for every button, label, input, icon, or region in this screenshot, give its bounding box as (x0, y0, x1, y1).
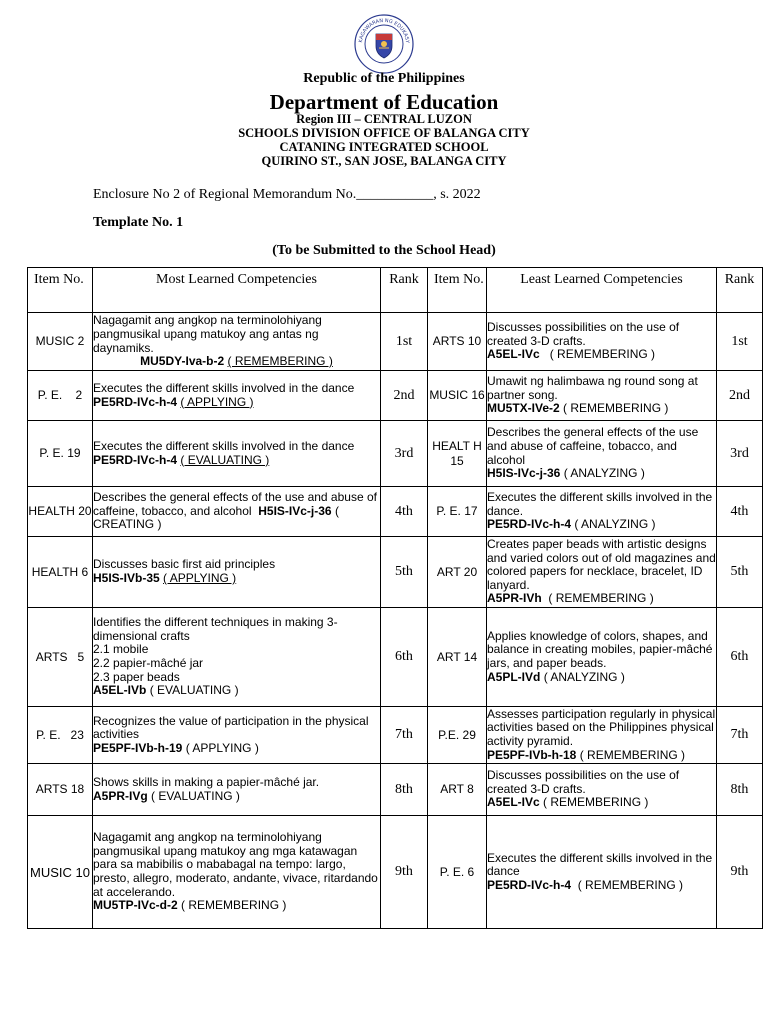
most-item-no: MUSIC 2 (28, 313, 93, 371)
least-item-no: ART 8 (428, 764, 487, 816)
most-competency: Executes the different skills involved in the dance PE5RD-IVc-h-4 ( APPLYING ) (93, 371, 381, 421)
division-line: SCHOOLS DIVISION OFFICE OF BALANGA CITY (238, 126, 530, 140)
most-item-no: P. E. 19 (28, 421, 93, 487)
least-competency: Applies knowledge of colors, shapes, and balance in creating mobiles, papier-mâché jars, and paper beads. A5PL-IVd ( ANALYZING ) (487, 608, 717, 707)
most-item-no: P. E. 2 (28, 371, 93, 421)
table-row (28, 816, 763, 929)
least-item-no: P. E. 17 (428, 487, 487, 537)
technique-list-item: 2.2 papier-mâché jar (93, 656, 204, 670)
svg-text:KAGAWARAN NG EDUKASYON: KAGAWARAN NG EDUKASY (358, 17, 410, 44)
address-line: QUIRINO ST., SAN JOSE, BALANGA CITY (261, 154, 507, 168)
most-competency: Discusses basic first aid principles H5IS-IVb-35 ( APPLYING ) (93, 537, 381, 608)
most-rank: 2nd (381, 371, 428, 421)
table-row (28, 764, 763, 816)
most-item-no: ARTS 5 (28, 608, 93, 707)
most-item-no: HEALTH 6 (28, 537, 93, 608)
most-competency: Nagagamit ang angkop na terminolohiyang pangmusikal upang matukoy ang antas ng daynamiks. MU5DY-Iva-b-2 ( REMEMBERING ) (93, 313, 381, 371)
header-item-no-left: Item No. (28, 268, 93, 313)
most-competency: Identifies the different techniques in making 3-dimensional crafts 2.1 mobile 2.2 papier-mâché jar 2.3 paper beads A5EL-IVb ( EVALUATING ) (93, 608, 381, 707)
header-rank-left: Rank (381, 268, 428, 313)
header-least-learned: Least Learned Competencies (487, 268, 717, 313)
table-row (28, 421, 763, 487)
republic-line: Republic of the Philippines (303, 71, 465, 86)
most-competency: Executes the different skills involved in the dance PE5RD-IVc-h-4 ( EVALUATING ) (93, 421, 381, 487)
least-rank: 1st (717, 313, 763, 371)
most-rank: 1st (381, 313, 428, 371)
least-rank: 3rd (717, 421, 763, 487)
deped-seal-logo (354, 14, 414, 74)
least-item-no: P. E. 6 (428, 816, 487, 929)
template-number: Template No. 1 (93, 215, 184, 230)
least-competency: Discusses possibilities on the use of created 3-D crafts. A5EL-IVc ( REMEMBERING ) (487, 764, 717, 816)
most-rank: 4th (381, 487, 428, 537)
most-rank: 6th (381, 608, 428, 707)
least-rank: 6th (717, 608, 763, 707)
least-rank: 2nd (717, 371, 763, 421)
competencies-table (27, 267, 763, 929)
header-item-no-right: Item No. (428, 268, 487, 313)
most-rank: 3rd (381, 421, 428, 487)
table-row (28, 608, 763, 707)
least-item-no: ARTS 10 (428, 313, 487, 371)
most-competency: Recognizes the value of participation in the physical activities PE5PF-IVb-h-19 ( APPLYING ) (93, 707, 381, 764)
least-competency: Executes the different skills involved in the dance PE5RD-IVc-h-4 ( REMEMBERING ) (487, 816, 717, 929)
most-competency: Nagagamit ang angkop na terminolohiyang pangmusikal upang matukoy ang mga katawagan para sa mabibilis o mababagal na tempo: largo, presto, allegro, moderato, andante, vivace, ritardando at accelerando. MU5TP-IVc-d-2 ( REMEMBERING ) (93, 816, 381, 929)
least-rank: 4th (717, 487, 763, 537)
most-rank: 7th (381, 707, 428, 764)
least-item-no: ART 14 (428, 608, 487, 707)
most-item-no: HEALTH 20 (28, 487, 93, 537)
most-rank: 5th (381, 537, 428, 608)
least-competency: Describes the general effects of the use and abuse of caffeine, tobacco, and alcohol H5IS-IVc-j-36 ( ANALYZING ) (487, 421, 717, 487)
table-row (28, 487, 763, 537)
least-competency: Assesses participation regularly in physical activities based on the Philippines physical activity pyramid. PE5PF-IVb-h-18 ( REMEMBERING ) (487, 706, 716, 762)
least-item-no: P.E. 29 (428, 707, 487, 764)
least-rank: 5th (717, 537, 763, 608)
most-competency: Describes the general effects of the use and abuse of caffeine, tobacco, and alcohol H5IS-IVc-j-36 ( CREATING ) (93, 487, 381, 537)
least-item-no: MUSIC 16 (428, 371, 487, 421)
technique-list-item: 2.1 mobile (93, 642, 149, 657)
table-header-row (28, 268, 763, 313)
table-row (28, 707, 763, 764)
technique-list-item: 2.3 paper beads (93, 669, 180, 684)
region-line: Region III – CENTRAL LUZON (296, 112, 472, 126)
least-rank: 8th (717, 764, 763, 816)
school-line: CATANING INTEGRATED SCHOOL (279, 140, 489, 154)
most-item-no: P. E. 23 (28, 707, 93, 764)
table-row (28, 371, 763, 421)
most-item-no: MUSIC 10 (28, 816, 93, 929)
least-item-no: ART 20 (428, 537, 487, 608)
least-competency: Discusses possibilities on the use of created 3-D crafts. A5EL-IVc ( REMEMBERING ) (487, 313, 717, 371)
least-competency: Umawit ng halimbawa ng round song at partner song. MU5TX-IVe-2 ( REMEMBERING ) (487, 371, 717, 421)
table-row (28, 537, 763, 608)
enclosure-line: Enclosure No 2 of Regional Memorandum No.___________, s. 2022 (93, 187, 481, 202)
header-most-learned: Most Learned Competencies (93, 268, 381, 313)
table-row (28, 313, 763, 371)
most-rank: 9th (381, 816, 428, 929)
least-competency: Executes the different skills involved in the dance. PE5RD-IVc-h-4 ( ANALYZING ) (487, 487, 717, 537)
header-rank-right: Rank (717, 268, 763, 313)
least-competency: Creates paper beads with artistic designs and varied colors out of old magazines and colored papers for necklace, bracelet, ID lanyard. A5PR-IVh ( REMEMBERING ) (487, 537, 717, 608)
most-item-no: ARTS 18 (28, 764, 93, 816)
most-competency: Shows skills in making a papier-mâché jar. A5PR-IVg ( EVALUATING ) (93, 764, 381, 816)
submission-note: (To be Submitted to the School Head) (272, 243, 496, 258)
least-rank: 9th (717, 816, 763, 929)
least-item-no: HEALT H 15 (428, 421, 487, 487)
least-rank: 7th (717, 707, 763, 764)
department-title: Department of Education (269, 90, 499, 114)
most-rank: 8th (381, 764, 428, 816)
